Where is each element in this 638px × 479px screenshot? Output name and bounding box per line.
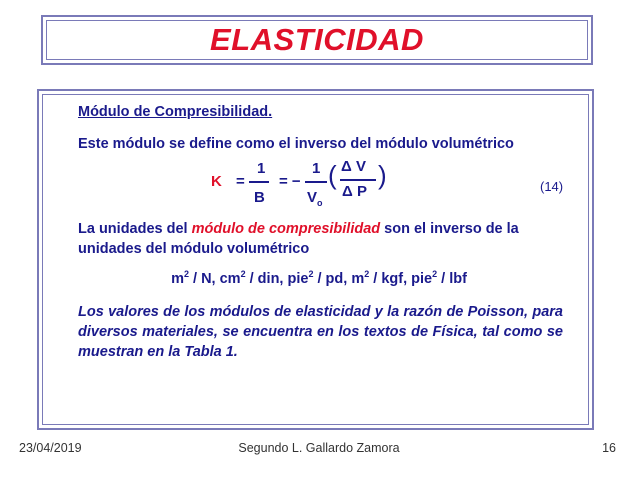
units-list bbox=[0, 269, 638, 287]
closing-paragraph: Los valores de los módulos de elasticidad y la razón de Poisson, para diversos materiales, se encuentra en los textos de Física, tal como se muestran en la Tabla 1. bbox=[78, 304, 563, 360]
footer-date: 23/04/2019 bbox=[19, 441, 82, 455]
title-box bbox=[41, 15, 593, 65]
frac1-bar bbox=[249, 181, 269, 183]
footer-author: Segundo L. Gallardo Zamora bbox=[238, 441, 400, 455]
intro-text: Este módulo se define como el inverso del módulo volumétrico bbox=[78, 136, 514, 152]
eq-equals-minus: = − bbox=[279, 173, 301, 190]
units-paragraph bbox=[78, 219, 568, 259]
frac2-bar bbox=[305, 181, 327, 183]
slide-title: ELASTICIDAD bbox=[210, 22, 424, 57]
unit-item: $m^2$ / kgf, bbox=[351, 269, 412, 287]
eq-lhs: K bbox=[211, 173, 222, 190]
frac3-numerator: Δ V bbox=[341, 158, 366, 175]
frac3-denominator: Δ P bbox=[342, 183, 367, 200]
section-heading: Módulo de Compresibilidad. bbox=[78, 104, 273, 120]
unit-item: $cm^2$ / din, bbox=[219, 269, 288, 287]
frac2-denominator: $V_o$ bbox=[307, 189, 323, 208]
unit-item: pie$^2$ / lbf bbox=[411, 269, 467, 287]
units-part2: son el inverso de la unidades del módulo volumétrico bbox=[78, 221, 519, 257]
footer-page-number: 16 bbox=[602, 441, 616, 455]
frac1-numerator: 1 bbox=[257, 160, 266, 177]
units-highlight: módulo de compresibilidad bbox=[191, 221, 381, 237]
unit-item: pie$^2$ / pd, bbox=[287, 269, 352, 287]
frac3-bar bbox=[340, 179, 376, 181]
frac1-denominator: B bbox=[254, 189, 265, 206]
paren-open: ( bbox=[328, 160, 337, 190]
eq-equals-1: = bbox=[236, 173, 245, 190]
units-part1: La unidades del bbox=[78, 221, 192, 237]
paren-close: ) bbox=[378, 160, 387, 190]
frac2-numerator: 1 bbox=[312, 160, 321, 177]
unit-item: $m^2$ / N, bbox=[171, 269, 220, 287]
equation-number: (14) bbox=[540, 179, 564, 194]
